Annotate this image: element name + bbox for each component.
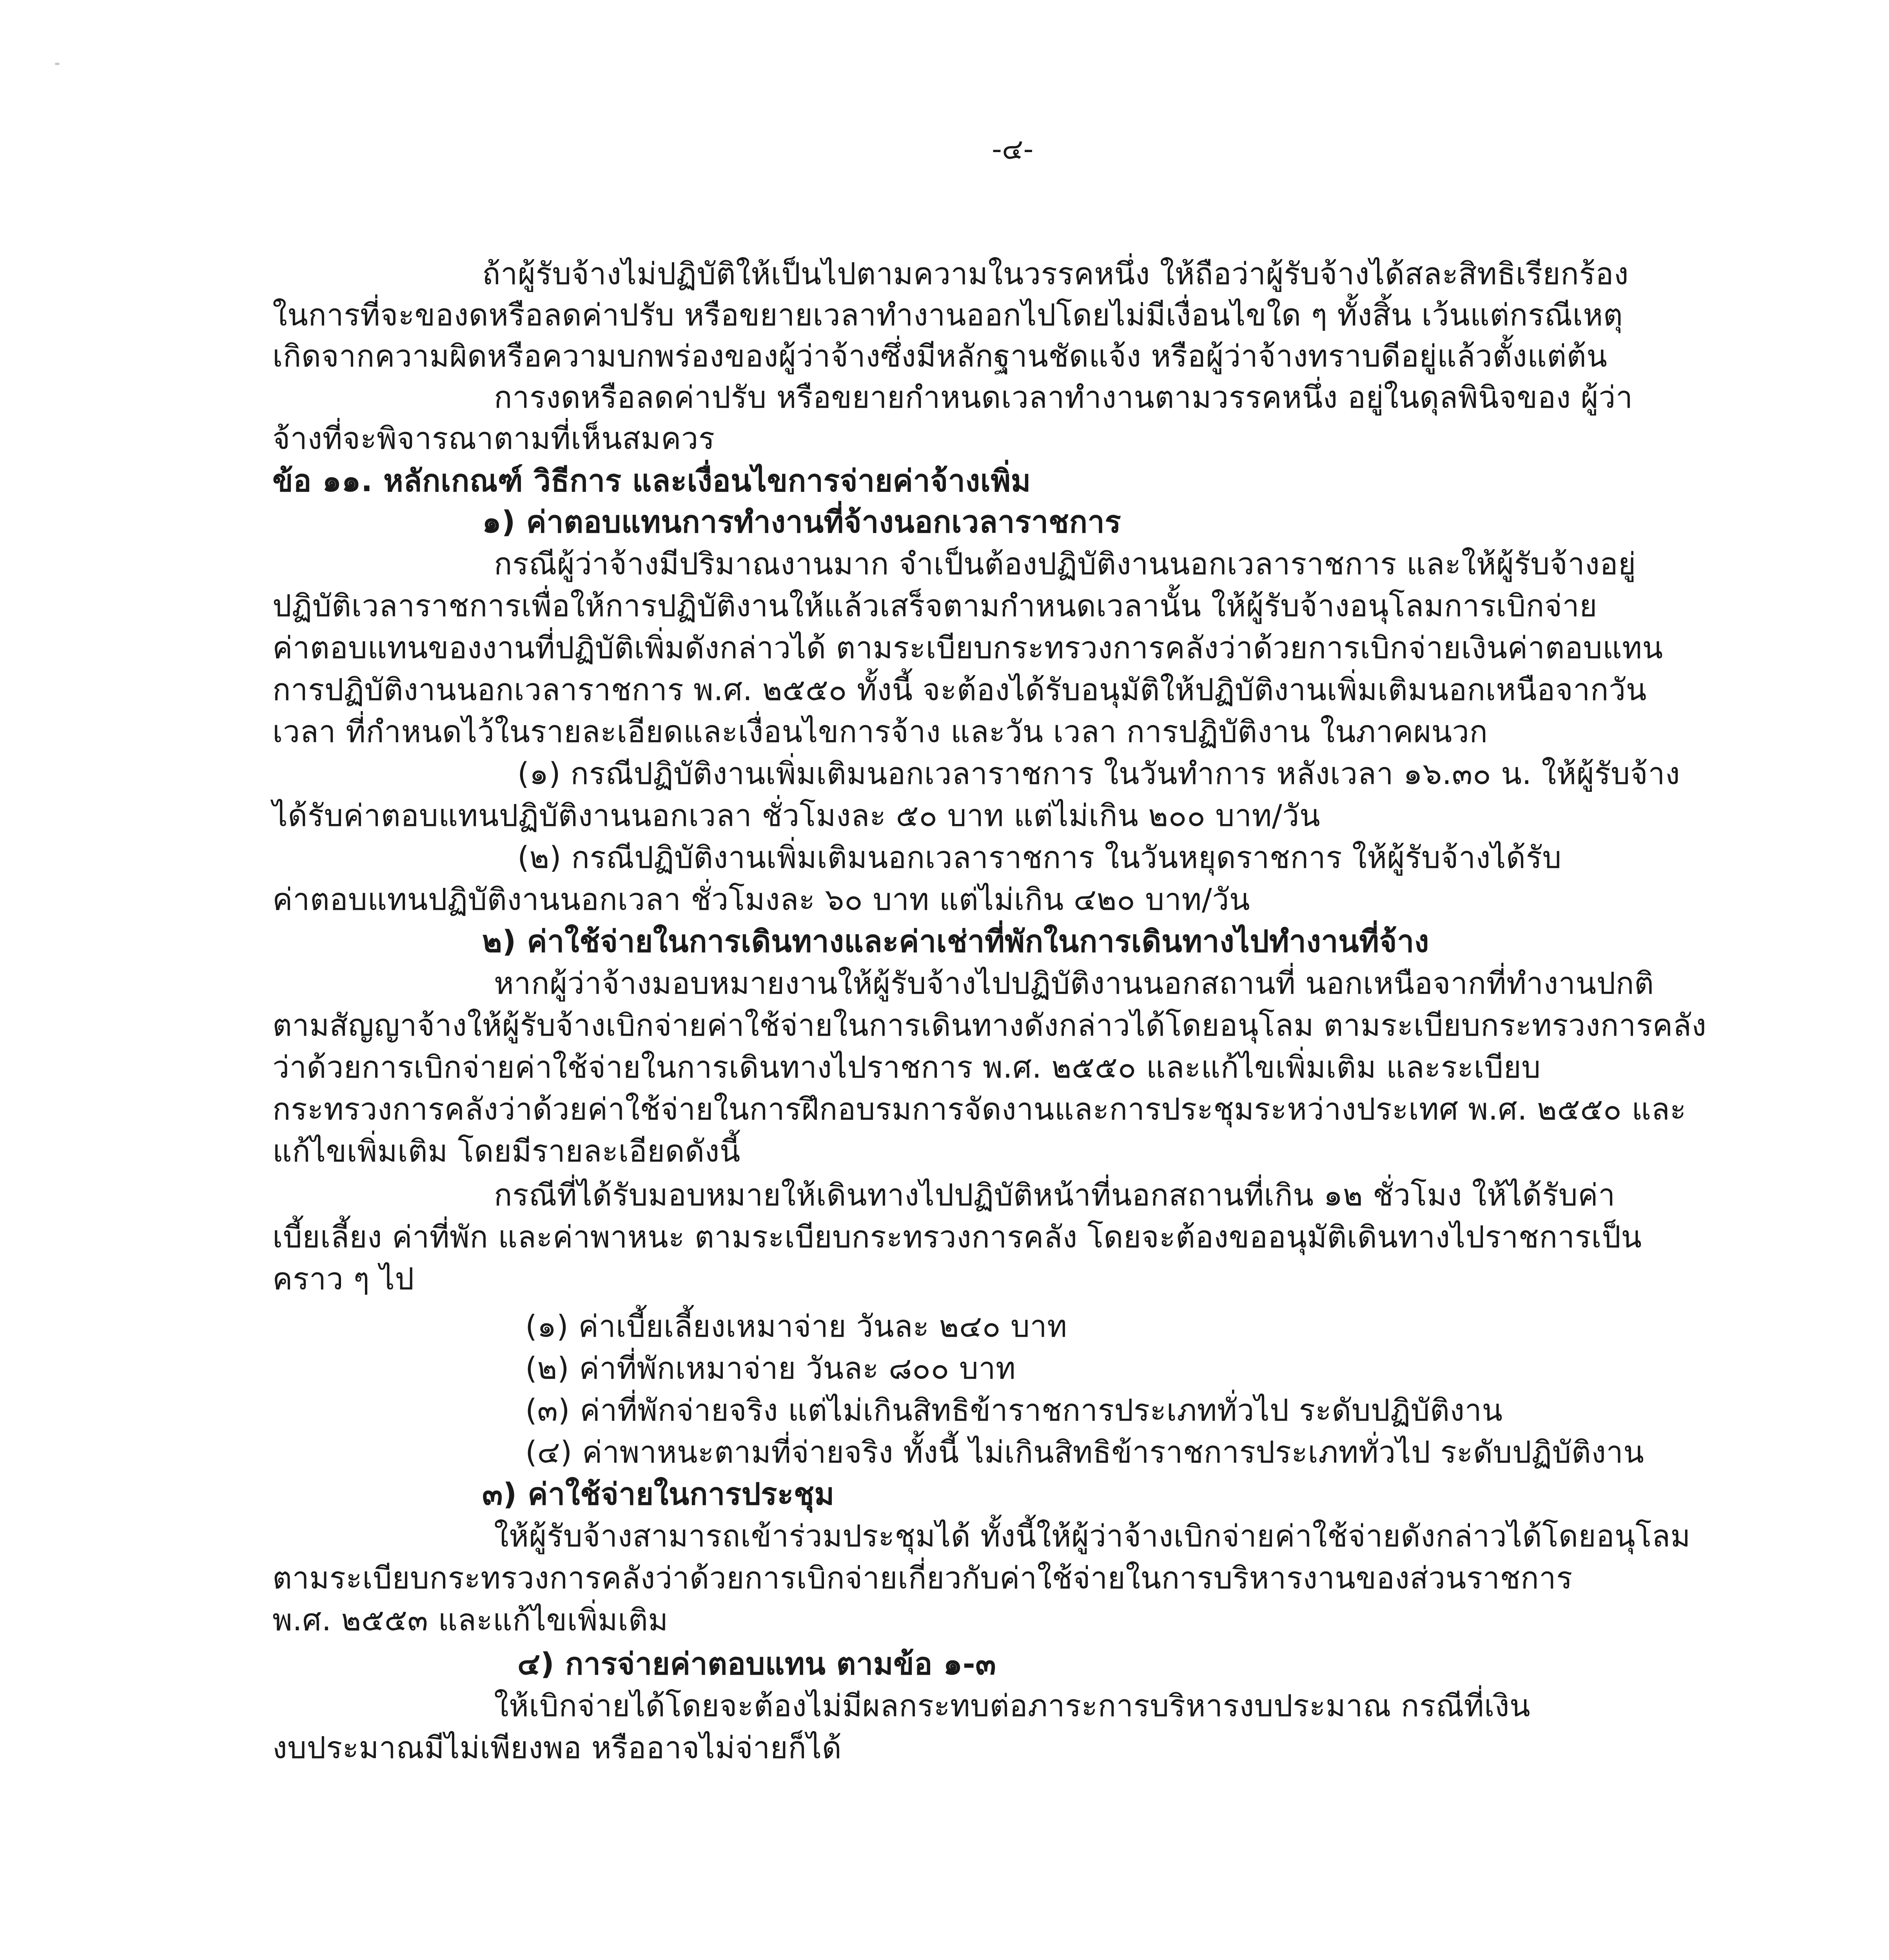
section-heading: ๔) การจ่ายค่าตอบแทน ตามข้อ ๑-๓ [517, 1647, 996, 1682]
list-item: (๑) ค่าเบี้ยเลี้ยงเหมาจ่าย วันละ ๒๔๐ บาท [525, 1309, 1067, 1344]
paragraph-line: กรณีผู้ว่าจ้างมีปริมาณงานมาก จำเป็นต้องปฏิบัติงานนอกเวลาราชการ และให้ผู้รับจ้างอยู่ [494, 547, 1636, 582]
list-item: (๒) กรณีปฏิบัติงานเพิ่มเติมนอกเวลาราชการ ในวันหยุดราชการ ให้ผู้รับจ้างได้รับ [517, 840, 1562, 875]
list-item: (๔) ค่าพาหนะตามที่จ่ายจริง ทั้งนี้ ไม่เกินสิทธิข้าราชการประเภททั่วไป ระดับปฏิบัติงาน [525, 1435, 1644, 1470]
paragraph-line: ค่าตอบแทนของงานที่ปฏิบัติเพิ่มดังกล่าวได้ ตามระเบียบกระทรวงการคลังว่าด้วยการเบิกจ่ายเงินค่าตอบแทน [272, 631, 1663, 666]
paragraph-line: ถ้าผู้รับจ้างไม่ปฏิบัติให้เป็นไปตามความในวรรคหนึ่ง ให้ถือว่าผู้รับจ้างได้สละสิทธิเรียกร้อง [482, 257, 1629, 292]
paragraph-line: ปฏิบัติเวลาราชการเพื่อให้การปฏิบัติงานให้แล้วเสร็จตามกำหนดเวลานั้น ให้ผู้รับจ้างอนุโลมการเบิกจ่าย [272, 589, 1597, 624]
paragraph-line: แก้ไขเพิ่มเติม โดยมีรายละเอียดดังนี้ [272, 1134, 740, 1169]
paragraph-line: หากผู้ว่าจ้างมอบหมายงานให้ผู้รับจ้างไปปฏิบัติงานนอกสถานที่ นอกเหนือจากที่ทำงานปกติ [494, 966, 1654, 1001]
paragraph-line: กระทรวงการคลังว่าด้วยค่าใช้จ่ายในการฝึกอบรมการจัดงานและการประชุมระหว่างประเทศ พ.ศ. ๒๕๕๐ และ [272, 1092, 1687, 1127]
section-heading: ๑) ค่าตอบแทนการทำงานที่จ้างนอกเวลาราชการ [482, 505, 1121, 540]
scan-speck [55, 63, 60, 65]
page-number: -๔- [992, 132, 1034, 165]
paragraph-line: เบี้ยเลี้ยง ค่าที่พัก และค่าพาหนะ ตามระเบียบกระทรวงการคลัง โดยจะต้องขออนุมัติเดินทางไปราชการเป็น [272, 1220, 1642, 1255]
paragraph-line: จ้างที่จะพิจารณาตามที่เห็นสมควร [272, 421, 715, 456]
paragraph-line: เกิดจากความผิดหรือความบกพร่องของผู้ว่าจ้างซึ่งมีหลักฐานชัดแจ้ง หรือผู้ว่าจ้างทราบดีอยู่แล้วตั้งแต่ต้น [272, 339, 1608, 374]
paragraph-line: ให้ผู้รับจ้างสามารถเข้าร่วมประชุมได้ ทั้งนี้ให้ผู้ว่าจ้างเบิกจ่ายค่าใช้จ่ายดังกล่าวได้โดยอนุโลม [494, 1519, 1691, 1554]
paragraph-line: คราว ๆ ไป [272, 1262, 414, 1297]
section-heading: ๓) ค่าใช้จ่ายในการประชุม [482, 1477, 835, 1512]
list-item: (๒) ค่าที่พักเหมาจ่าย วันละ ๘๐๐ บาท [525, 1351, 1016, 1386]
clause-heading: ข้อ ๑๑. หลักเกณฑ์ วิธีการ และเงื่อนไขการจ่ายค่าจ้างเพิ่ม [272, 464, 1031, 499]
paragraph-line: ค่าตอบแทนปฏิบัติงานนอกเวลา ชั่วโมงละ ๖๐ บาท แต่ไม่เกิน ๔๒๐ บาท/วัน [272, 882, 1250, 917]
paragraph-line: พ.ศ. ๒๕๕๓ และแก้ไขเพิ่มเติม [272, 1603, 668, 1638]
paragraph-line: ให้เบิกจ่ายได้โดยจะต้องไม่มีผลกระทบต่อภาระการบริหารงบประมาณ กรณีที่เงิน [494, 1689, 1531, 1724]
list-item: (๑) กรณีปฏิบัติงานเพิ่มเติมนอกเวลาราชการ ในวันทำการ หลังเวลา ๑๖.๓๐ น. ให้ผู้รับจ้าง [517, 757, 1680, 791]
paragraph-line: กรณีที่ได้รับมอบหมายให้เดินทางไปปฏิบัติหน้าที่นอกสถานที่เกิน ๑๒ ชั่วโมง ให้ได้รับค่า [494, 1178, 1615, 1213]
section-heading: ๒) ค่าใช้จ่ายในการเดินทางและค่าเช่าที่พักในการเดินทางไปทำงานที่จ้าง [482, 924, 1429, 959]
paragraph-line: ได้รับค่าตอบแทนปฏิบัติงานนอกเวลา ชั่วโมงละ ๕๐ บาท แต่ไม่เกิน ๒๐๐ บาท/วัน [272, 799, 1321, 833]
list-item: (๓) ค่าที่พักจ่ายจริง แต่ไม่เกินสิทธิข้าราชการประเภททั่วไป ระดับปฏิบัติงาน [525, 1393, 1503, 1428]
paragraph-line: เวลา ที่กำหนดไว้ในรายละเอียดและเงื่อนไขการจ้าง และวัน เวลา การปฏิบัติงาน ในภาคผนวก [272, 715, 1488, 750]
paragraph-line: ในการที่จะของดหรือลดค่าปรับ หรือขยายเวลาทำงานออกไปโดยไม่มีเงื่อนไขใด ๆ ทั้งสิ้น เว้นแต่กรณีเหตุ [272, 298, 1623, 333]
paragraph-line: การปฏิบัติงานนอกเวลาราชการ พ.ศ. ๒๕๕๐ ทั้งนี้ จะต้องได้รับอนุมัติให้ปฏิบัติงานเพิ่มเติมนอกเหนือจากวัน [272, 673, 1647, 708]
paragraph-line: ว่าด้วยการเบิกจ่ายค่าใช้จ่ายในการเดินทางไปราชการ พ.ศ. ๒๕๕๐ และแก้ไขเพิ่มเติม และระเบียบ [272, 1050, 1541, 1085]
paragraph-line: การงดหรือลดค่าปรับ หรือขยายกำหนดเวลาทำงานตามวรรคหนึ่ง อยู่ในดุลพินิจของ ผู้ว่า [494, 380, 1633, 415]
paragraph-line: งบประมาณมีไม่เพียงพอ หรืออาจไม่จ่ายก็ได้ [272, 1731, 842, 1766]
paragraph-line: ตามสัญญาจ้างให้ผู้รับจ้างเบิกจ่ายค่าใช้จ่ายในการเดินทางดังกล่าวได้โดยอนุโลม ตามระเบียบกระทรวงการคลัง [272, 1008, 1707, 1043]
paragraph-line: ตามระเบียบกระทรวงการคลังว่าด้วยการเบิกจ่ายเกี่ยวกับค่าใช้จ่ายในการบริหารงานของส่วนราชการ [272, 1561, 1573, 1596]
